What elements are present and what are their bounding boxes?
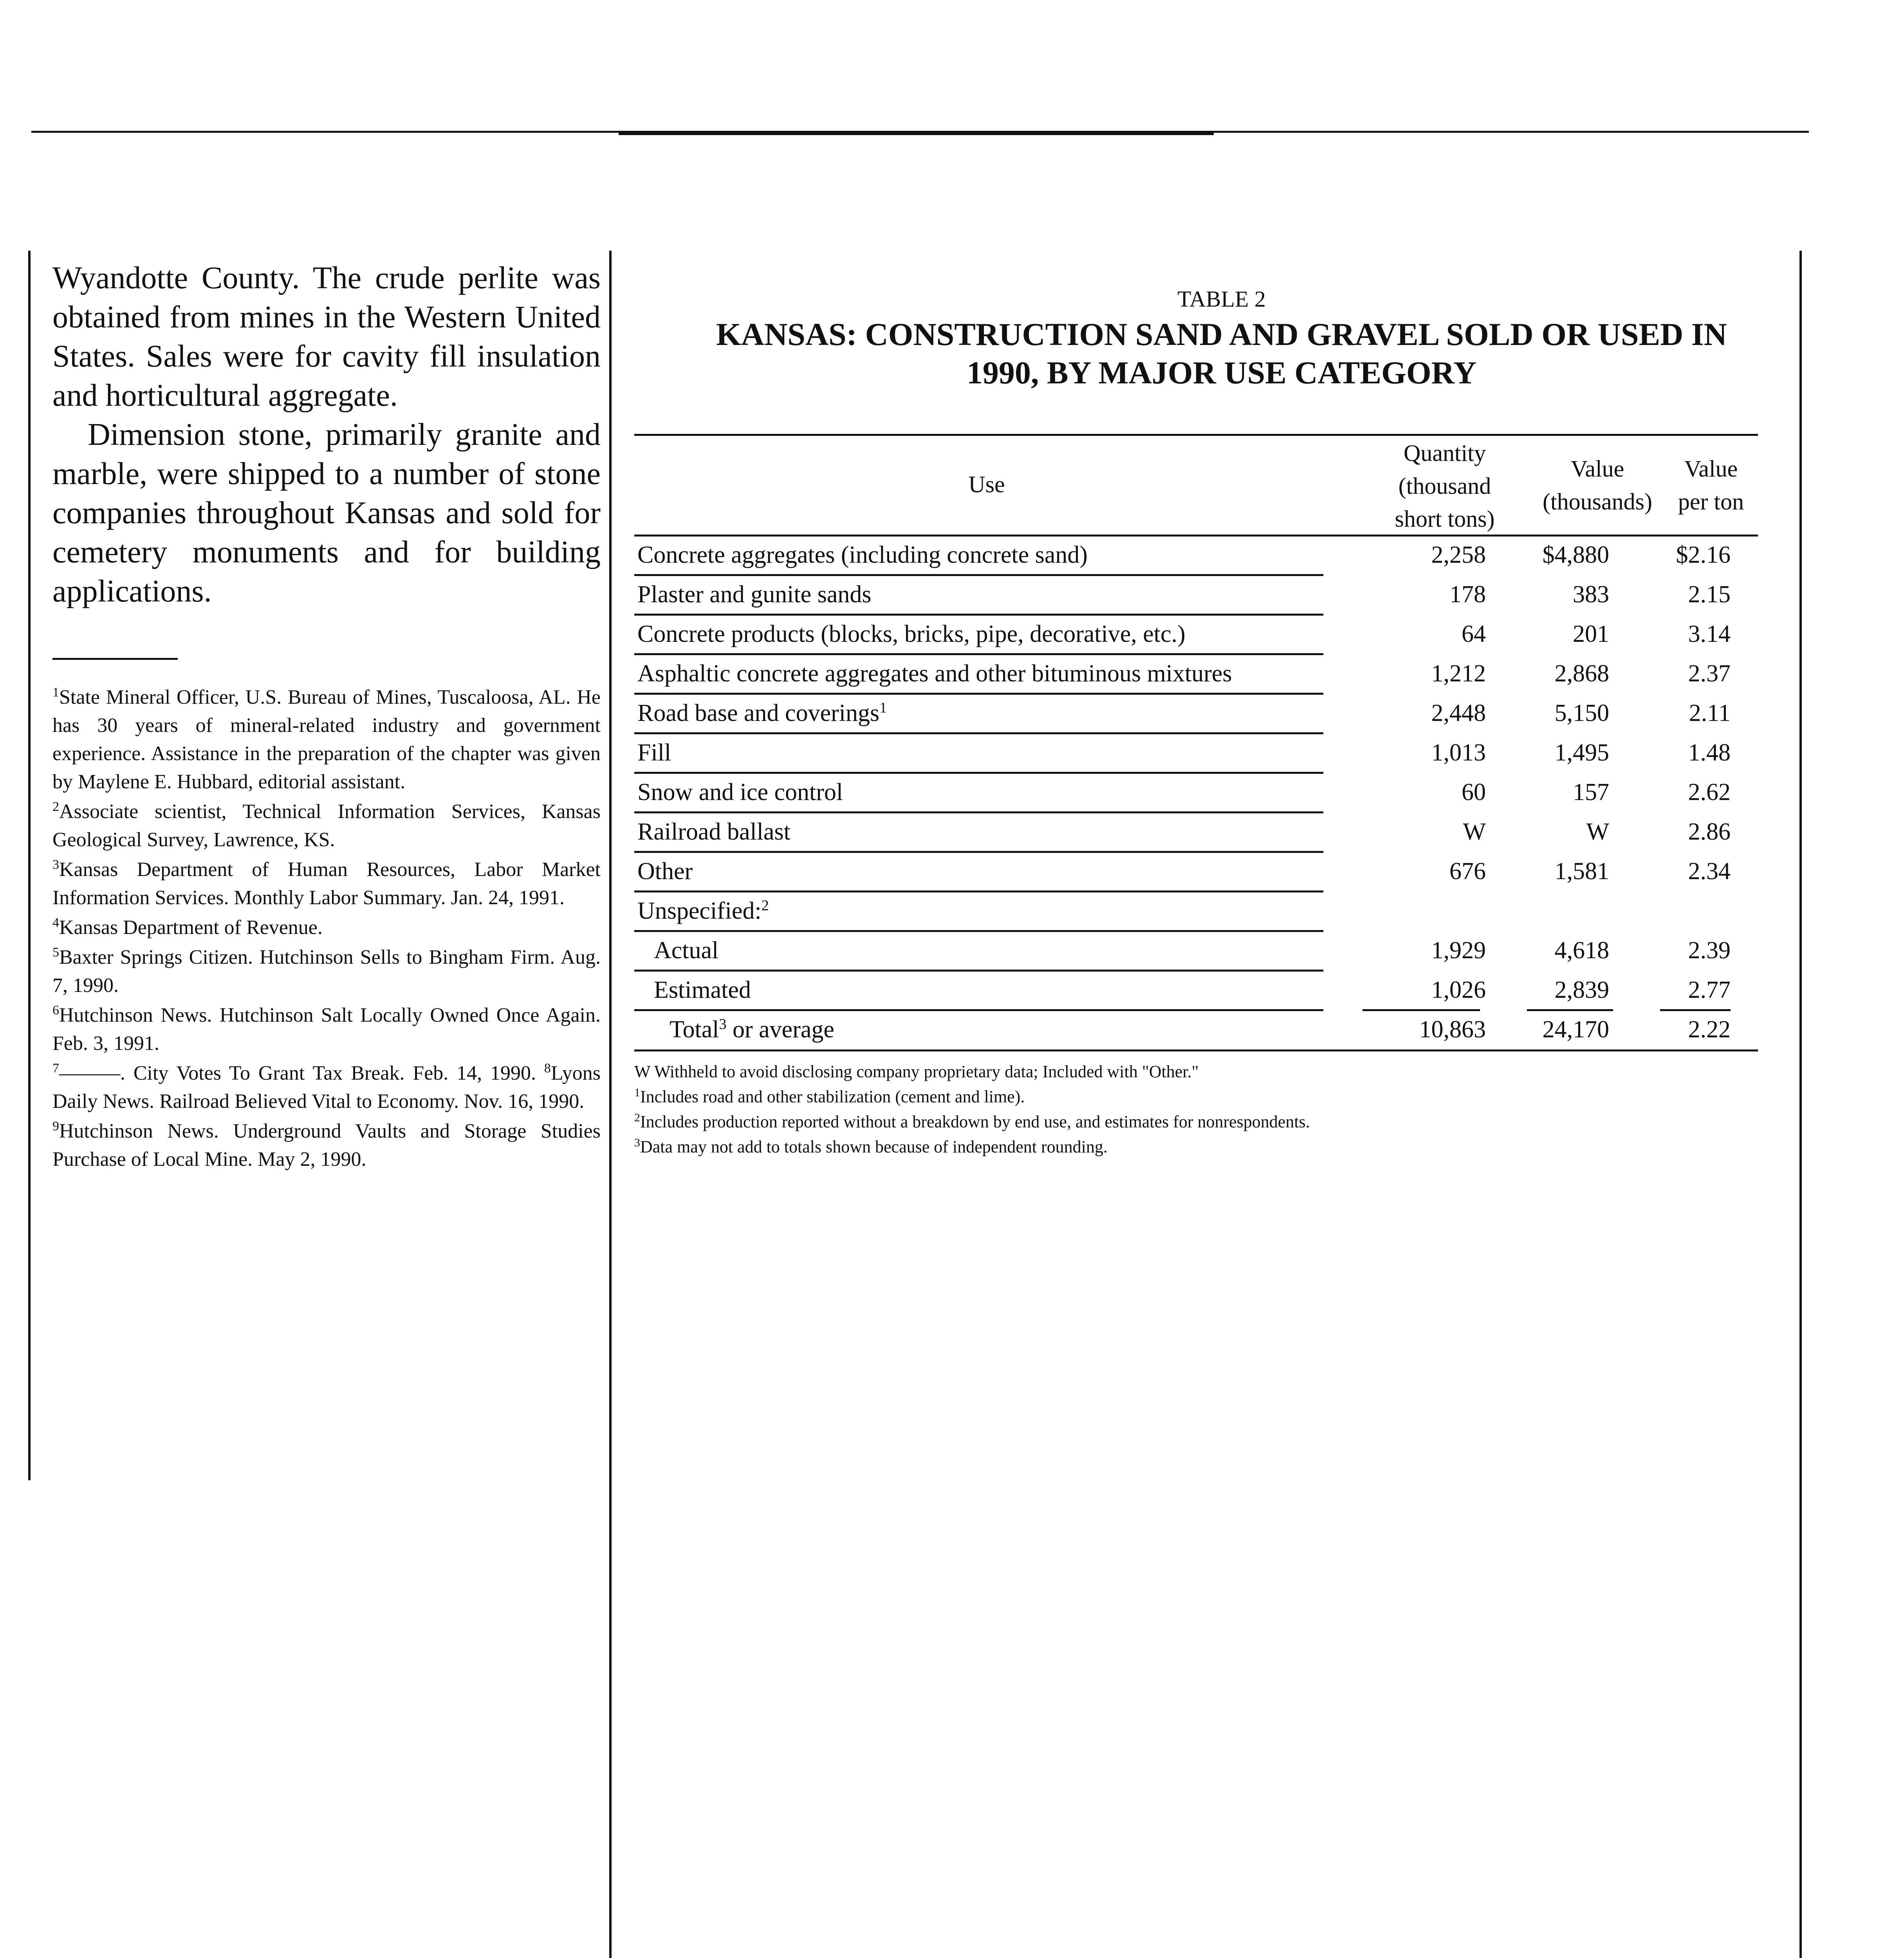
row-separator	[634, 970, 1323, 972]
row-separator	[634, 1009, 1323, 1011]
row-separator	[634, 811, 1323, 813]
total-rule-quantity	[1363, 1009, 1480, 1011]
row-separator	[634, 930, 1323, 932]
row-separator	[634, 890, 1323, 892]
total-rule-per-ton	[1660, 1009, 1731, 1011]
footnote: $^1$State Mineral Officer, U.S. Bureau of Mines, Tuscaloosa, AL. He has 30 years of mineral-related industry and government experience. Assistance in the preparation of the chapter was given by Maylene E. Hubbard, editorial assistant.	[52, 685, 601, 793]
footnotes	[52, 683, 601, 1174]
footnote: $^9$Hutchinson News. Underground Vaults and Storage Studies Purchase of Local Mine. May 2, 1990.	[52, 1119, 601, 1170]
header-quantity: Quantity (thousand short tons)	[1395, 440, 1495, 532]
table-row: Plaster and gunite sands 178 383 2.15	[637, 581, 1731, 608]
table-notes	[634, 1059, 1770, 1160]
footnote: $^4$Kansas Department of Revenue.	[52, 915, 323, 939]
footnote: $^6$Hutchinson News. Hutchinson Salt Locally Owned Once Again. Feb. 3, 1991.	[52, 1003, 601, 1055]
table-row: Road base and coverings$^1$ 2,448 5,150 2.11	[637, 699, 1731, 726]
left-column	[52, 258, 601, 1175]
table-note: $^1$Includes road and other stabilization (cement and lime).	[634, 1086, 1025, 1106]
table-row: Estimated 1,026 2,839 2.77	[654, 977, 1731, 1003]
footnote: $^7$———. City Votes To Grant Tax Break. Feb. 14, 1990. $^8$Lyons Daily News. Railroad Believed Vital to Economy. Nov. 16, 1990.	[52, 1061, 601, 1113]
table-row: Railroad ballast W W 2.86	[637, 818, 1731, 845]
row-separator	[634, 653, 1323, 655]
footnote: $^3$Kansas Department of Human Resources, Labor Market Information Services. Monthly Labor Summary. Jan. 24, 1991.	[52, 857, 601, 909]
header-use: Use	[968, 471, 1005, 497]
table-label: TABLE 2	[1177, 286, 1266, 312]
table-top-rule	[634, 434, 1758, 436]
total-rule-value	[1527, 1009, 1613, 1011]
table-note: $^3$Data may not add to totals shown because of independent rounding.	[634, 1136, 1108, 1156]
table-row: Concrete products (blocks, bricks, pipe, decorative, etc.) 64 201 3.14	[637, 621, 1731, 647]
footnote: $^5$Baxter Springs Citizen. Hutchinson Sells to Bingham Firm. Aug. 7, 1990.	[52, 945, 601, 997]
header-value-per-ton: Value per ton	[1678, 456, 1744, 515]
table-note: W Withheld to avoid disclosing company proprietary data; Included with "Other."	[634, 1062, 1199, 1081]
table-title: KANSAS: CONSTRUCTION SAND AND GRAVEL SOLD OR USED IN 1990, BY MAJOR USE CATEGORY	[716, 316, 1727, 390]
top-rule-accent	[619, 131, 1214, 135]
table-row: Actual 1,929 4,618 2.39	[654, 937, 1731, 964]
table-bottom-rule	[634, 1049, 1758, 1051]
left-margin-rule	[28, 251, 31, 1480]
footnote: $^2$Associate scientist, Technical Information Services, Kansas Geological Survey, Lawrence, KS.	[52, 799, 601, 851]
table-row-total: Total$^3$ or average 10,863 24,170 2.22	[670, 1016, 1731, 1043]
table-row: Unspecified:$^2$	[637, 897, 769, 924]
table-row: Concrete aggregates (including concrete sand) 2,258 $4,880 $2.16	[637, 542, 1731, 568]
header-bottom-rule	[634, 535, 1758, 536]
table-row: Other 676 1,581 2.34	[637, 858, 1731, 885]
right-margin-rule	[1799, 251, 1802, 1958]
row-separator	[634, 693, 1323, 695]
column-divider	[609, 251, 612, 1958]
row-separator	[634, 614, 1323, 616]
row-separator	[634, 772, 1323, 774]
row-separator	[634, 851, 1323, 853]
body-paragraph: Dimension stone, primarily granite and marble, were shipped to a number of stone companies throughout Kansas and sold for cemetery monuments and for building applications.	[52, 417, 601, 609]
footnote-rule	[52, 658, 178, 660]
body-paragraph: Wyandotte County. The crude perlite was obtained from mines in the Western United States. Sales were for cavity fill insulation and horticultural aggregate.	[52, 261, 601, 413]
table-row: Snow and ice control 60 157 2.62	[637, 779, 1731, 806]
row-separator	[634, 732, 1323, 734]
row-separator	[634, 574, 1323, 576]
header-value: Value (thousands)	[1543, 456, 1652, 515]
table-note: $^2$Includes production reported without a breakdown by end use, and estimates for nonrespondents.	[634, 1111, 1310, 1131]
table-row: Fill 1,013 1,495 1.48	[637, 739, 1731, 766]
table-row: Asphaltic concrete aggregates and other bituminous mixtures 1,212 2,868 2.37	[637, 660, 1731, 687]
